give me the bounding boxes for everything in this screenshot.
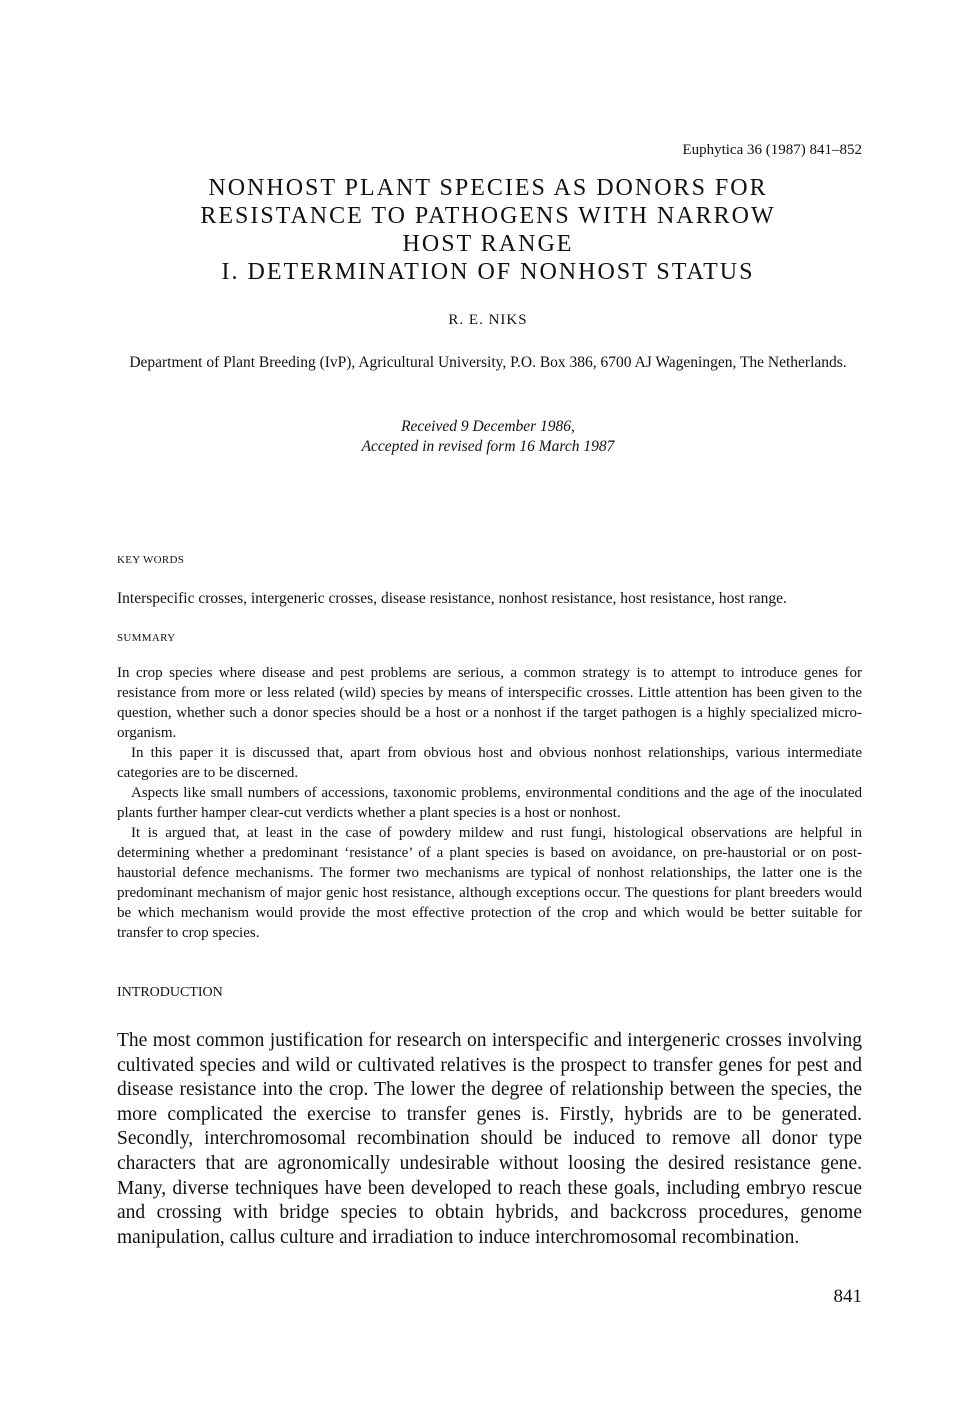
keywords-heading: KEY WORDS [117, 554, 185, 566]
author-name: R. E. NIKS [448, 312, 528, 328]
introduction-heading: INTRODUCTION [117, 985, 223, 1000]
title-line: RESISTANCE TO PATHOGENS WITH NARROW [200, 203, 776, 229]
summary-paragraph: In this paper it is discussed that, apart from obvious host and obvious nonhost relationships, various intermediate categories are to be discerned. [117, 745, 862, 781]
introduction-text: The most common justification for research on interspecific and intergeneric crosses involving cultivated species and wild or cultivated relatives is the prospect to transfer genes for pest and disease resistance into the crop. The lower the degree of relationship between the species, the more complicated the exercise to transfer genes is. Firstly, hybrids are to be generated. Secondly, interchromosomal recombination should be induced to remove all donor type characters that are agronomically undesirable without loosing the desired resistance gene. Many, diverse techniques have been developed to reach these goals, including embryo rescue and crossing with bridge species to obtain hybrids, and backcross procedures, genome manipulation, callus culture and irradiation to induce interchromosomal recombination. [117, 1030, 862, 1248]
summary-body [117, 663, 862, 943]
summary-heading: SUMMARY [117, 632, 176, 644]
summary-paragraph: In crop species where disease and pest problems are serious, a common strategy is to attempt to introduce genes for resistance from more or less related (wild) species by means of interspecific crosses. Little attention has been given to the question, whether such a donor species should be a host or a nonhost if the target pathogen is a highly specialized micro-organism. [117, 665, 862, 741]
title-line: I. DETERMINATION OF NONHOST STATUS [221, 259, 755, 285]
affiliation: Department of Plant Breeding (IvP), Agricultural University, P.O. Box 386, 6700 AJ Wageningen, The Netherlands. [129, 354, 847, 371]
accepted-date: Accepted in revised form 16 March 1987 [361, 438, 615, 455]
dates-block [0, 417, 976, 457]
journal-citation: Euphytica 36 (1987) 841–852 [682, 142, 862, 158]
title-line: NONHOST PLANT SPECIES AS DONORS FOR [208, 175, 768, 201]
title-line: HOST RANGE [402, 231, 574, 257]
keywords-text: Interspecific crosses, intergeneric crosses, disease resistance, nonhost resistance, host resistance, host range. [117, 590, 787, 607]
page-number: 841 [833, 1286, 862, 1307]
received-date: Received 9 December 1986, [401, 418, 575, 435]
summary-paragraph: Aspects like small numbers of accessions, taxonomic problems, environmental conditions and the age of the inoculated plants further hamper clear-cut verdicts whether a plant species is a host or nonhost. [117, 785, 862, 821]
summary-paragraph: It is argued that, at least in the case of powdery mildew and rust fungi, histological observations are helpful in determining whether a predominant ‘resistance’ of a plant species is based on avoidance, on pre-haustorial or on post-haustorial defence mechanisms. The former two mechanisms are typical of nonhost relationships, the latter one is the predominant mechanism of major genic host resistance, although exceptions occur. The questions for plant breeders would be which mechanism would provide the most effective protection of the crop and which would be better suitable for transfer to crop species. [117, 825, 862, 941]
paper-title [100, 174, 876, 286]
